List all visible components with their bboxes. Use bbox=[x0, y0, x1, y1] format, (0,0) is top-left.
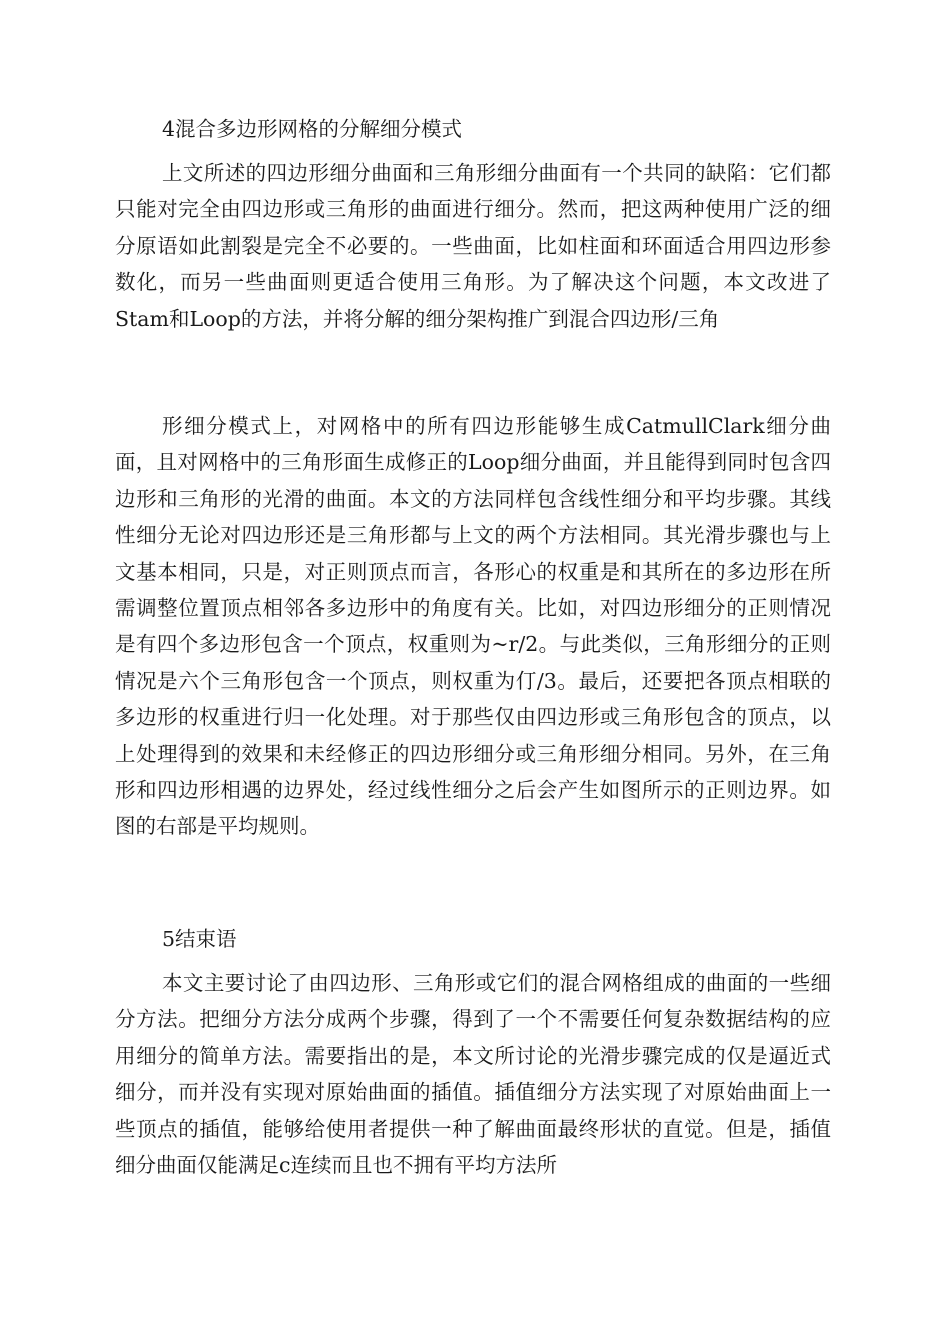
section-5-paragraph-1: 本文主要讨论了由四边形、三角形或它们的混合网格组成的曲面的一些细分方法。把细分方法分成两个步骤，得到了一个不需要任何复杂数据结构的应用细分的简单方法。需要指出的是，本文所讨论的光滑步骤完成的仅是逼近式细分，而并没有实现对原始曲面的插值。插值细分方法实现了对原始曲面上一些顶点的插值，能够给使用者提供一种了解曲面最终形状的直觉。但是，插值细分曲面仅能满足c连续而且也不拥有平均方法所 bbox=[115, 971, 831, 1178]
section-4-paragraph-2: 形细分模式上，对网格中的所有四边形能够生成CatmullClark细分曲面，且对网格中的三角形面生成修正的Loop细分曲面，并且能得到同时包含四边形和三角形的光滑的曲面。本文的方法同样包含线性细分和平均步骤。其线性细分无论对四边形还是三角形都与上文的两个方法相同。其光滑步骤也与上文基本相同，只是，对正则顶点而言，各形心的权重是和其所在的多边形在所需调整位置顶点相邻各多边形中的角度有关。比如，对四边形细分的正则情况是有四个多边形包含一个顶点，权重则为~r/2。与此类似，三角形细分的正则情况是六个三角形包含一个顶点，则权重为仃/3。最后，还要把各顶点相联的多边形的权重进行归一化处理。对于那些仅由四边形或三角形包含的顶点，以上处理得到的效果和未经修正的四边形细分或三角形细分相同。另外，在三角形和四边形相遇的边界处，经过线性细分之后会产生如图所示的正则边界。如图的右部是平均规则。 bbox=[115, 414, 831, 839]
section-5-heading: 5结束语 bbox=[162, 927, 237, 951]
section-4-heading: 4混合多边形网格的分解细分模式 bbox=[162, 117, 463, 141]
section-4-paragraph-1: 上文所述的四边形细分曲面和三角形细分曲面有一个共同的缺陷：它们都只能对完全由四边形或三角形的曲面进行细分。然而，把这两种使用广泛的细分原语如此割裂是完全不必要的。一些曲面，比如柱面和环面适合用四边形参数化，而另一些曲面则更适合使用三角形。为了解决这个问题，本文改进了Stam和Loop的方法，并将分解的细分架构推广到混合四边形/三角 bbox=[115, 161, 831, 331]
